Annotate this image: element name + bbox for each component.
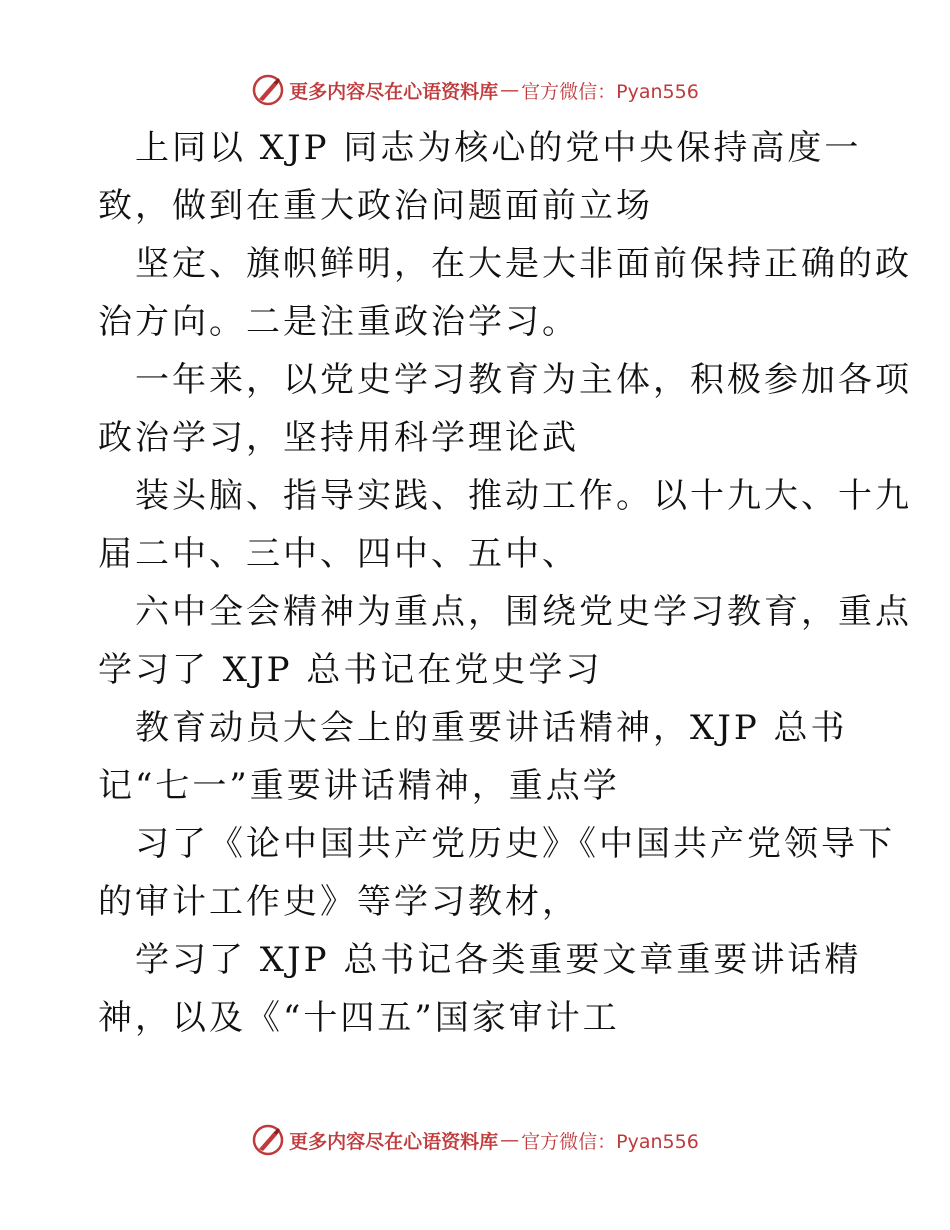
- text-line-12: 记“七一”重要讲话精神，重点学: [98, 766, 620, 806]
- text-line-10: 学习了 XJP 总书记在党史学习: [98, 650, 603, 690]
- watermark-dash: —: [500, 79, 520, 101]
- text-line-16: 神，以及《“十四五”国家审计工: [98, 998, 620, 1038]
- text-line-9: 六中全会精神为重点，围绕党史学习教育，重点: [135, 592, 912, 632]
- text-line-15: 学习了 XJP 总书记各类重要文章重要讲话精: [135, 940, 862, 980]
- pen-logo-icon: [251, 1123, 285, 1157]
- pen-logo-icon: [251, 73, 285, 107]
- watermark-main-text: 更多内容尽在心语资料库: [289, 1130, 499, 1153]
- watermark-footer: [0, 1120, 950, 1160]
- watermark-header: [0, 70, 950, 110]
- watermark-main-text: 更多内容尽在心语资料库: [289, 80, 499, 103]
- text-line-13: 习了《论中国共产党历史》《中国共产党领导下: [135, 824, 895, 864]
- watermark-wechat: 官方微信：Pyan556: [521, 1130, 699, 1153]
- text-line-2: 致，做到在重大政治问题面前立场: [98, 186, 653, 226]
- watermark-dash: —: [500, 1129, 520, 1151]
- text-line-1: 上同以 XJP 同志为核心的党中央保持高度一: [135, 128, 862, 168]
- text-line-14: 的审计工作史》等学习教材，: [98, 882, 579, 922]
- text-line-8: 届二中、三中、四中、五中、: [98, 534, 579, 574]
- text-line-6: 政治学习，坚持用科学理论武: [98, 418, 579, 458]
- text-line-3: 坚定、旗帜鲜明，在大是大非面前保持正确的政: [135, 244, 912, 284]
- text-line-11: 教育动员大会上的重要讲话精神，XJP 总书: [135, 708, 848, 748]
- text-line-4: 治方向。二是注重政治学习。: [98, 302, 579, 342]
- text-line-7: 装头脑、指导实践、推动工作。以十九大、十九: [135, 476, 912, 516]
- text-line-5: 一年来，以党史学习教育为主体，积极参加各项: [135, 360, 912, 400]
- watermark-wechat: 官方微信：Pyan556: [521, 80, 699, 103]
